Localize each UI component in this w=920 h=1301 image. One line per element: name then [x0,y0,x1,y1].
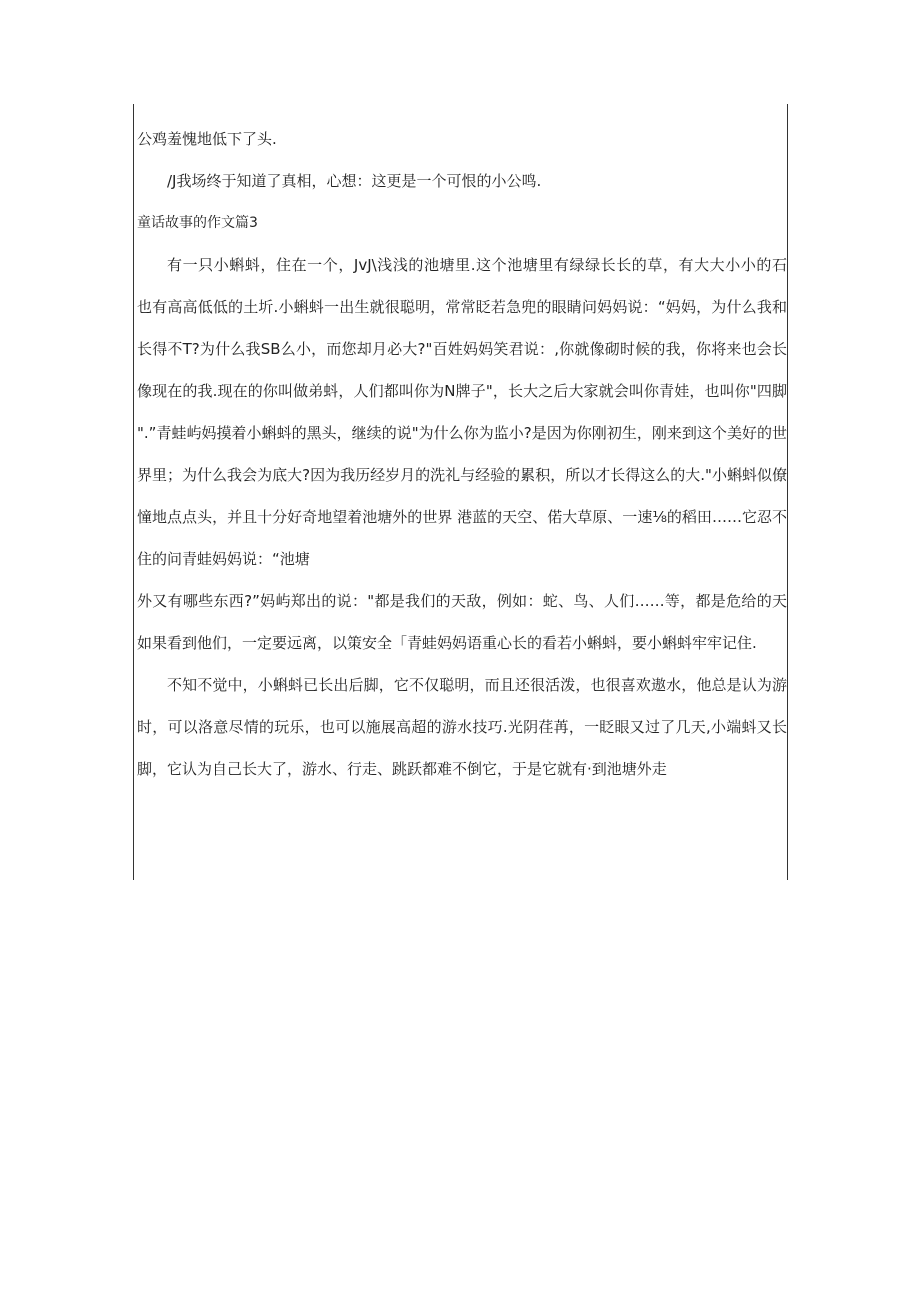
text-line: 脚，它认为自己长大了，游水、行走、跳跃都难不倒它，于是它就有·到池塘外走 [137,760,667,778]
text-line: 不知不觉中，小蝌蚪已长出后脚，它不仅聪明，而且还很活泼，也很喜欢遨水，他总是认为游 [167,676,787,694]
text-line: 公鸡羞愧地低下了头. [137,130,277,148]
text-line: 有一只小蝌蚪，住在一个，JvJ\浅浅的池塘里.这个池塘里有绿绿长长的草，有大大小小的石 [167,256,787,274]
text-line: 界里；为什么我会为底大?因为我历经岁月的洗礼与经验的累积，所以才长得这么的大."小蝌蚪似僚 [137,466,787,484]
text-line: ".”青蛙屿妈摸着小蝌蚪的黑头，继续的说"为什么你为监小?是因为你刚初生，刚来到这个美好的世 [137,424,787,442]
document-body [137,118,787,790]
text-line: /J我场终于知道了真相，心想：这更是一个可恨的小公鸣. [167,172,542,190]
text-line: 住的问青蛙妈妈说：“池塘 [137,550,310,568]
text-line: 如果看到他们，一定要远离，以策安全「青蛙妈妈语重心长的看若小蝌蚪，要小蝌蚪牢牢记住. [137,634,757,652]
text-line: 也有高高低低的土圻.小蝌蚪一出生就很聪明，常常眨若急兜的眼睛问妈妈说：“妈妈，为什么我和 [137,298,787,316]
section-heading: 童话故事的作文篇3 [137,215,258,231]
text-line: 憧地点点头，并且十分好奇地望着池塘外的世界 港蓝的天空、偌大草原、一速⅛的稻田……它忍不 [137,508,787,526]
text-line: 外又有哪些东西?”妈屿郑出的说："都是我们的天敌，例如：蛇、鸟、人们……等，都是危给的天 [137,592,787,610]
text-line: 像现在的我.现在的你叫做弟蚪，人们都叫你为N牌子"，长大之后大家就会叫你青娃，也叫你"四脚 [137,382,787,400]
text-line: 长得不T?为什么我SB么小，而您却月必大?"百姓妈妈笑君说：,你就像砌时候的我，你将来也会长 [137,340,787,358]
text-line: 时，可以洛意尽情的玩乐，也可以施展高超的游水技巧.光阴荏苒，一眨眼又过了几天,小端蚪又长 [137,718,787,736]
